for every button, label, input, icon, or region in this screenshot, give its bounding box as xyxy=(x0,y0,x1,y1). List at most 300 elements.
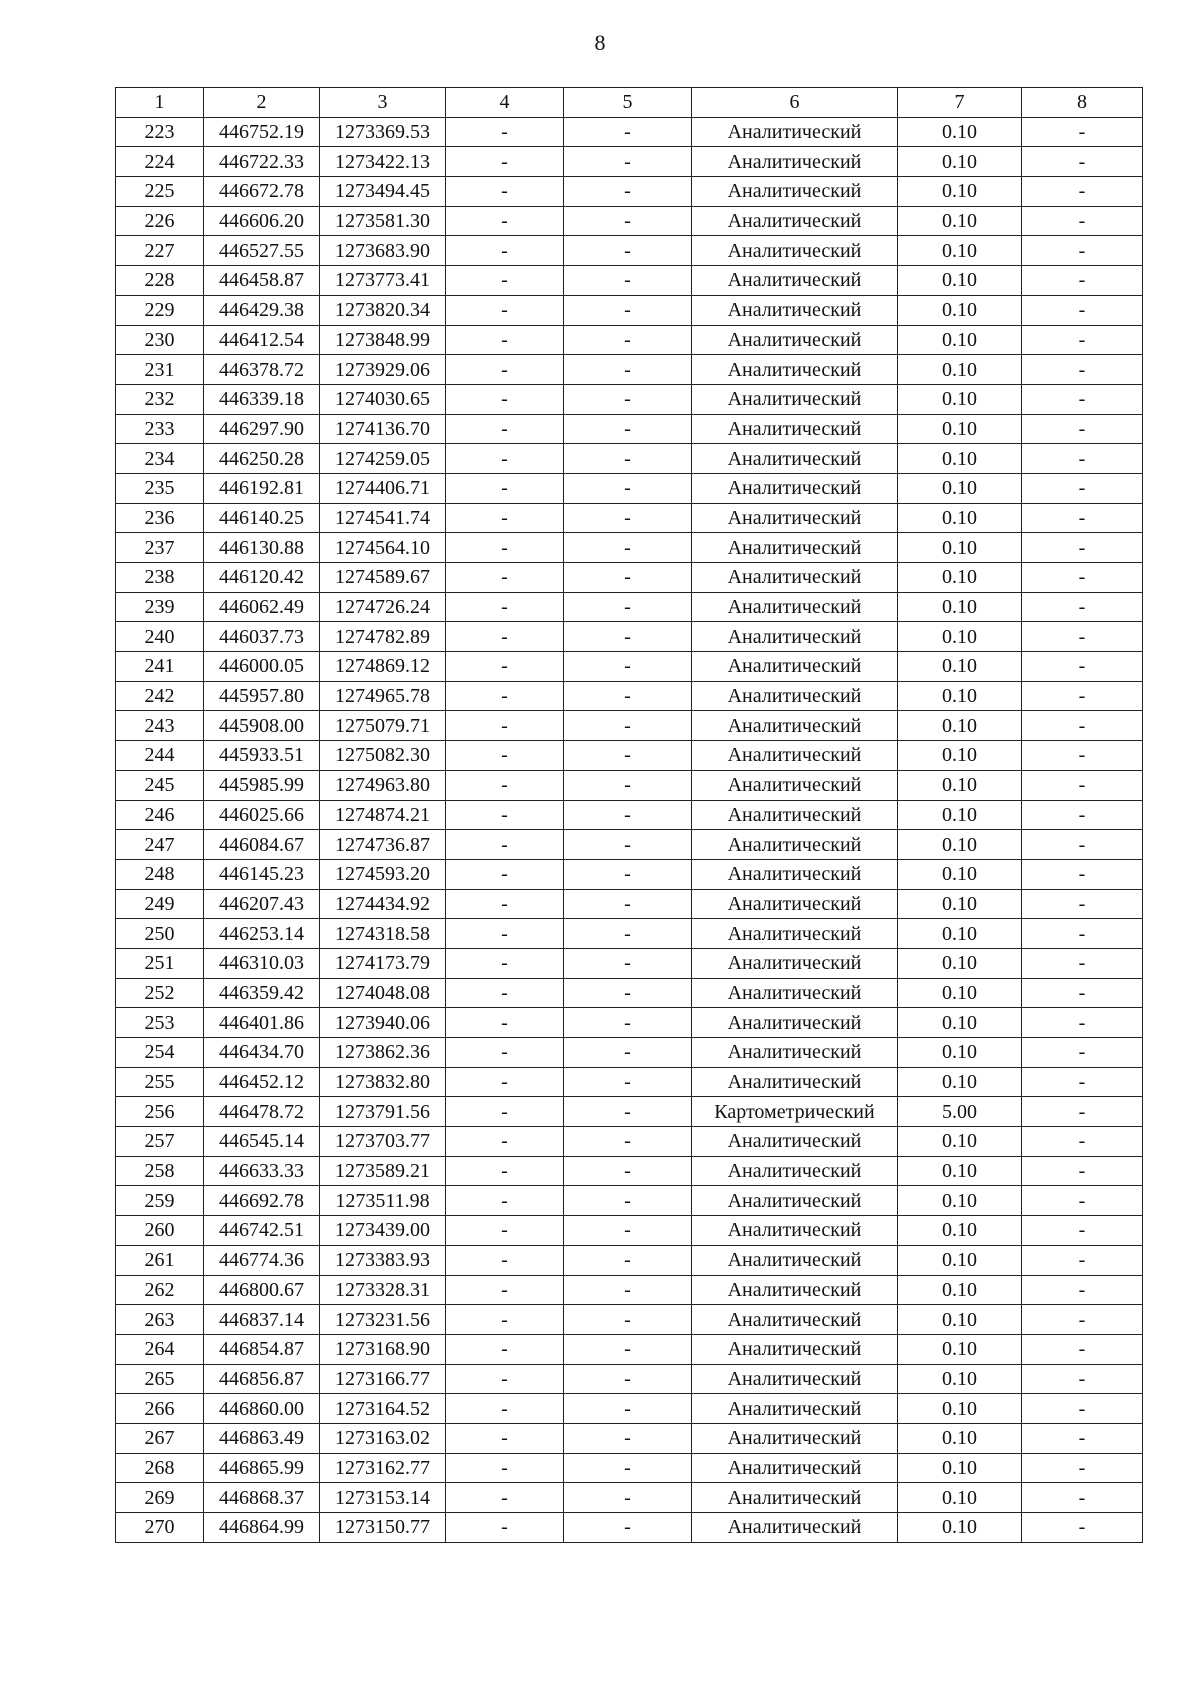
cell-col-8: - xyxy=(1022,147,1143,177)
cell-col-1: 264 xyxy=(116,1334,204,1364)
cell-col-3: 1273848.99 xyxy=(320,325,446,355)
cell-col-8: - xyxy=(1022,652,1143,682)
cell-col-6: Аналитический xyxy=(692,978,898,1008)
cell-col-8: - xyxy=(1022,1008,1143,1038)
cell-col-5: - xyxy=(564,325,692,355)
cell-col-5: - xyxy=(564,652,692,682)
cell-col-7: 0.10 xyxy=(898,563,1022,593)
cell-col-6: Аналитический xyxy=(692,1067,898,1097)
cell-col-4: - xyxy=(446,177,564,207)
cell-col-1: 259 xyxy=(116,1186,204,1216)
cell-col-1: 260 xyxy=(116,1216,204,1246)
cell-col-6: Аналитический xyxy=(692,1334,898,1364)
cell-col-5: - xyxy=(564,622,692,652)
cell-col-5: - xyxy=(564,266,692,296)
cell-col-3: 1274874.21 xyxy=(320,800,446,830)
cell-col-8: - xyxy=(1022,1245,1143,1275)
cell-col-6: Аналитический xyxy=(692,384,898,414)
cell-col-8: - xyxy=(1022,1483,1143,1513)
cell-col-4: - xyxy=(446,1364,564,1394)
cell-col-3: 1273162.77 xyxy=(320,1453,446,1483)
cell-col-2: 446863.49 xyxy=(204,1423,320,1453)
cell-col-4: - xyxy=(446,948,564,978)
cell-col-3: 1273589.21 xyxy=(320,1156,446,1186)
cell-col-8: - xyxy=(1022,1067,1143,1097)
cell-col-7: 0.10 xyxy=(898,533,1022,563)
cell-col-3: 1273929.06 xyxy=(320,355,446,385)
cell-col-6: Аналитический xyxy=(692,1394,898,1424)
cell-col-3: 1273862.36 xyxy=(320,1038,446,1068)
cell-col-1: 233 xyxy=(116,414,204,444)
table-row xyxy=(116,1423,1143,1453)
column-header-5: 5 xyxy=(564,88,692,118)
cell-col-3: 1273703.77 xyxy=(320,1127,446,1157)
cell-col-5: - xyxy=(564,889,692,919)
cell-col-5: - xyxy=(564,1394,692,1424)
cell-col-4: - xyxy=(446,355,564,385)
cell-col-1: 248 xyxy=(116,859,204,889)
cell-col-8: - xyxy=(1022,117,1143,147)
cell-col-1: 239 xyxy=(116,592,204,622)
cell-col-4: - xyxy=(446,1394,564,1424)
cell-col-4: - xyxy=(446,1127,564,1157)
table-row xyxy=(116,503,1143,533)
cell-col-3: 1274173.79 xyxy=(320,948,446,978)
cell-col-8: - xyxy=(1022,503,1143,533)
cell-col-4: - xyxy=(446,1305,564,1335)
cell-col-3: 1274259.05 xyxy=(320,444,446,474)
cell-col-1: 253 xyxy=(116,1008,204,1038)
cell-col-2: 446672.78 xyxy=(204,177,320,207)
cell-col-2: 446145.23 xyxy=(204,859,320,889)
cell-col-7: 0.10 xyxy=(898,1364,1022,1394)
table-row xyxy=(116,800,1143,830)
table-row xyxy=(116,206,1143,236)
cell-col-5: - xyxy=(564,1008,692,1038)
cell-col-6: Аналитический xyxy=(692,1453,898,1483)
cell-col-7: 0.10 xyxy=(898,1334,1022,1364)
cell-col-1: 223 xyxy=(116,117,204,147)
cell-col-3: 1273439.00 xyxy=(320,1216,446,1246)
cell-col-1: 244 xyxy=(116,741,204,771)
cell-col-7: 0.10 xyxy=(898,741,1022,771)
table-row xyxy=(116,1275,1143,1305)
cell-col-2: 446864.99 xyxy=(204,1513,320,1543)
cell-col-4: - xyxy=(446,919,564,949)
cell-col-2: 446412.54 xyxy=(204,325,320,355)
cell-col-3: 1273383.93 xyxy=(320,1245,446,1275)
table-row xyxy=(116,681,1143,711)
table-row xyxy=(116,1038,1143,1068)
cell-col-8: - xyxy=(1022,236,1143,266)
cell-col-3: 1274726.24 xyxy=(320,592,446,622)
cell-col-6: Аналитический xyxy=(692,1275,898,1305)
cell-col-4: - xyxy=(446,533,564,563)
column-header-8: 8 xyxy=(1022,88,1143,118)
cell-col-4: - xyxy=(446,1423,564,1453)
cell-col-8: - xyxy=(1022,533,1143,563)
cell-col-6: Аналитический xyxy=(692,711,898,741)
cell-col-2: 445908.00 xyxy=(204,711,320,741)
cell-col-7: 0.10 xyxy=(898,444,1022,474)
cell-col-4: - xyxy=(446,800,564,830)
cell-col-6: Аналитический xyxy=(692,652,898,682)
table-row xyxy=(116,622,1143,652)
cell-col-6: Аналитический xyxy=(692,622,898,652)
table-row xyxy=(116,355,1143,385)
cell-col-3: 1273683.90 xyxy=(320,236,446,266)
cell-col-6: Аналитический xyxy=(692,1305,898,1335)
cell-col-6: Аналитический xyxy=(692,889,898,919)
cell-col-8: - xyxy=(1022,1038,1143,1068)
cell-col-4: - xyxy=(446,830,564,860)
cell-col-4: - xyxy=(446,473,564,503)
cell-col-3: 1274869.12 xyxy=(320,652,446,682)
table-row xyxy=(116,1186,1143,1216)
cell-col-8: - xyxy=(1022,355,1143,385)
cell-col-7: 0.10 xyxy=(898,503,1022,533)
cell-col-8: - xyxy=(1022,266,1143,296)
cell-col-5: - xyxy=(564,444,692,474)
cell-col-4: - xyxy=(446,681,564,711)
cell-col-3: 1274564.10 xyxy=(320,533,446,563)
cell-col-7: 0.10 xyxy=(898,1423,1022,1453)
cell-col-2: 446339.18 xyxy=(204,384,320,414)
cell-col-5: - xyxy=(564,1423,692,1453)
cell-col-4: - xyxy=(446,325,564,355)
cell-col-8: - xyxy=(1022,711,1143,741)
cell-col-3: 1274589.67 xyxy=(320,563,446,593)
cell-col-7: 0.10 xyxy=(898,1483,1022,1513)
cell-col-5: - xyxy=(564,147,692,177)
cell-col-6: Аналитический xyxy=(692,177,898,207)
cell-col-7: 0.10 xyxy=(898,652,1022,682)
cell-col-4: - xyxy=(446,1008,564,1038)
cell-col-8: - xyxy=(1022,1216,1143,1246)
cell-col-8: - xyxy=(1022,295,1143,325)
table-row xyxy=(116,384,1143,414)
table-row xyxy=(116,741,1143,771)
cell-col-8: - xyxy=(1022,800,1143,830)
cell-col-5: - xyxy=(564,1483,692,1513)
cell-col-7: 0.10 xyxy=(898,770,1022,800)
cell-col-7: 5.00 xyxy=(898,1097,1022,1127)
cell-col-8: - xyxy=(1022,414,1143,444)
cell-col-5: - xyxy=(564,770,692,800)
cell-col-4: - xyxy=(446,1216,564,1246)
cell-col-1: 235 xyxy=(116,473,204,503)
cell-col-3: 1274318.58 xyxy=(320,919,446,949)
cell-col-2: 446192.81 xyxy=(204,473,320,503)
cell-col-5: - xyxy=(564,414,692,444)
cell-col-1: 255 xyxy=(116,1067,204,1097)
table-row xyxy=(116,563,1143,593)
cell-col-1: 256 xyxy=(116,1097,204,1127)
cell-col-4: - xyxy=(446,889,564,919)
cell-col-5: - xyxy=(564,1513,692,1543)
cell-col-2: 446084.67 xyxy=(204,830,320,860)
cell-col-3: 1273581.30 xyxy=(320,206,446,236)
cell-col-3: 1273328.31 xyxy=(320,1275,446,1305)
cell-col-6: Аналитический xyxy=(692,1483,898,1513)
cell-col-2: 446854.87 xyxy=(204,1334,320,1364)
cell-col-6: Аналитический xyxy=(692,1513,898,1543)
cell-col-7: 0.10 xyxy=(898,206,1022,236)
cell-col-6: Аналитический xyxy=(692,800,898,830)
cell-col-3: 1273494.45 xyxy=(320,177,446,207)
cell-col-8: - xyxy=(1022,770,1143,800)
table-row xyxy=(116,444,1143,474)
cell-col-3: 1275079.71 xyxy=(320,711,446,741)
table-row xyxy=(116,1364,1143,1394)
cell-col-1: 228 xyxy=(116,266,204,296)
cell-col-5: - xyxy=(564,800,692,830)
cell-col-8: - xyxy=(1022,473,1143,503)
cell-col-8: - xyxy=(1022,1394,1143,1424)
cell-col-8: - xyxy=(1022,948,1143,978)
cell-col-3: 1273791.56 xyxy=(320,1097,446,1127)
table-row xyxy=(116,1245,1143,1275)
cell-col-5: - xyxy=(564,1067,692,1097)
cell-col-8: - xyxy=(1022,177,1143,207)
cell-col-8: - xyxy=(1022,444,1143,474)
cell-col-5: - xyxy=(564,1364,692,1394)
cell-col-4: - xyxy=(446,206,564,236)
cell-col-1: 247 xyxy=(116,830,204,860)
column-header-4: 4 xyxy=(446,88,564,118)
cell-col-8: - xyxy=(1022,1453,1143,1483)
cell-col-6: Аналитический xyxy=(692,1245,898,1275)
cell-col-4: - xyxy=(446,1483,564,1513)
cell-col-6: Аналитический xyxy=(692,681,898,711)
table-row xyxy=(116,533,1143,563)
cell-col-7: 0.10 xyxy=(898,859,1022,889)
cell-col-4: - xyxy=(446,1067,564,1097)
table-row xyxy=(116,1305,1143,1335)
cell-col-6: Аналитический xyxy=(692,147,898,177)
cell-col-6: Аналитический xyxy=(692,1038,898,1068)
cell-col-2: 446633.33 xyxy=(204,1156,320,1186)
cell-col-7: 0.10 xyxy=(898,1216,1022,1246)
cell-col-2: 445933.51 xyxy=(204,741,320,771)
cell-col-2: 446458.87 xyxy=(204,266,320,296)
cell-col-5: - xyxy=(564,919,692,949)
cell-col-8: - xyxy=(1022,1334,1143,1364)
cell-col-2: 446297.90 xyxy=(204,414,320,444)
cell-col-4: - xyxy=(446,147,564,177)
cell-col-4: - xyxy=(446,1245,564,1275)
cell-col-6: Аналитический xyxy=(692,1423,898,1453)
cell-col-3: 1274965.78 xyxy=(320,681,446,711)
cell-col-2: 446606.20 xyxy=(204,206,320,236)
cell-col-6: Аналитический xyxy=(692,236,898,266)
cell-col-3: 1274541.74 xyxy=(320,503,446,533)
cell-col-3: 1274593.20 xyxy=(320,859,446,889)
cell-col-7: 0.10 xyxy=(898,266,1022,296)
cell-col-8: - xyxy=(1022,1186,1143,1216)
cell-col-4: - xyxy=(446,592,564,622)
cell-col-5: - xyxy=(564,295,692,325)
cell-col-1: 238 xyxy=(116,563,204,593)
cell-col-5: - xyxy=(564,1334,692,1364)
cell-col-7: 0.10 xyxy=(898,830,1022,860)
cell-col-2: 446207.43 xyxy=(204,889,320,919)
cell-col-4: - xyxy=(446,1186,564,1216)
table-header xyxy=(116,88,1143,118)
cell-col-3: 1273369.53 xyxy=(320,117,446,147)
cell-col-6: Аналитический xyxy=(692,473,898,503)
cell-col-5: - xyxy=(564,978,692,1008)
cell-col-5: - xyxy=(564,1245,692,1275)
cell-col-8: - xyxy=(1022,978,1143,1008)
coordinates-table xyxy=(115,87,1143,1543)
column-header-6: 6 xyxy=(692,88,898,118)
cell-col-6: Аналитический xyxy=(692,444,898,474)
cell-col-1: 230 xyxy=(116,325,204,355)
cell-col-4: - xyxy=(446,414,564,444)
cell-col-6: Аналитический xyxy=(692,770,898,800)
cell-col-4: - xyxy=(446,236,564,266)
cell-col-5: - xyxy=(564,711,692,741)
cell-col-7: 0.10 xyxy=(898,1127,1022,1157)
cell-col-3: 1273163.02 xyxy=(320,1423,446,1453)
cell-col-1: 236 xyxy=(116,503,204,533)
cell-col-6: Аналитический xyxy=(692,206,898,236)
cell-col-3: 1274030.65 xyxy=(320,384,446,414)
table-row xyxy=(116,1513,1143,1543)
cell-col-4: - xyxy=(446,503,564,533)
cell-col-7: 0.10 xyxy=(898,147,1022,177)
column-header-7: 7 xyxy=(898,88,1022,118)
cell-col-3: 1273168.90 xyxy=(320,1334,446,1364)
cell-col-5: - xyxy=(564,741,692,771)
cell-col-4: - xyxy=(446,711,564,741)
cell-col-7: 0.10 xyxy=(898,889,1022,919)
cell-col-5: - xyxy=(564,563,692,593)
cell-col-4: - xyxy=(446,117,564,147)
column-header-1: 1 xyxy=(116,88,204,118)
table-row xyxy=(116,1127,1143,1157)
cell-col-4: - xyxy=(446,1334,564,1364)
cell-col-8: - xyxy=(1022,1305,1143,1335)
cell-col-4: - xyxy=(446,1156,564,1186)
cell-col-7: 0.10 xyxy=(898,325,1022,355)
cell-col-3: 1273150.77 xyxy=(320,1513,446,1543)
cell-col-1: 265 xyxy=(116,1364,204,1394)
cell-col-5: - xyxy=(564,533,692,563)
cell-col-5: - xyxy=(564,503,692,533)
cell-col-7: 0.10 xyxy=(898,177,1022,207)
cell-col-6: Аналитический xyxy=(692,919,898,949)
cell-col-1: 252 xyxy=(116,978,204,1008)
cell-col-5: - xyxy=(564,206,692,236)
cell-col-6: Аналитический xyxy=(692,859,898,889)
header-row xyxy=(116,88,1143,118)
cell-col-8: - xyxy=(1022,1423,1143,1453)
cell-col-3: 1273820.34 xyxy=(320,295,446,325)
cell-col-4: - xyxy=(446,622,564,652)
cell-col-7: 0.10 xyxy=(898,681,1022,711)
cell-col-6: Аналитический xyxy=(692,948,898,978)
cell-col-6: Аналитический xyxy=(692,592,898,622)
cell-col-7: 0.10 xyxy=(898,414,1022,444)
cell-col-6: Аналитический xyxy=(692,266,898,296)
cell-col-1: 246 xyxy=(116,800,204,830)
cell-col-6: Аналитический xyxy=(692,563,898,593)
cell-col-2: 446527.55 xyxy=(204,236,320,266)
cell-col-2: 446378.72 xyxy=(204,355,320,385)
cell-col-1: 242 xyxy=(116,681,204,711)
cell-col-7: 0.10 xyxy=(898,800,1022,830)
table-row xyxy=(116,1483,1143,1513)
cell-col-6: Аналитический xyxy=(692,533,898,563)
cell-col-3: 1273153.14 xyxy=(320,1483,446,1513)
cell-col-3: 1273511.98 xyxy=(320,1186,446,1216)
cell-col-8: - xyxy=(1022,1097,1143,1127)
cell-col-7: 0.10 xyxy=(898,592,1022,622)
table-row xyxy=(116,1097,1143,1127)
cell-col-1: 249 xyxy=(116,889,204,919)
cell-col-7: 0.10 xyxy=(898,711,1022,741)
cell-col-7: 0.10 xyxy=(898,236,1022,266)
cell-col-1: 266 xyxy=(116,1394,204,1424)
cell-col-3: 1274736.87 xyxy=(320,830,446,860)
cell-col-1: 245 xyxy=(116,770,204,800)
cell-col-7: 0.10 xyxy=(898,473,1022,503)
table-row xyxy=(116,652,1143,682)
cell-col-8: - xyxy=(1022,563,1143,593)
cell-col-3: 1274048.08 xyxy=(320,978,446,1008)
cell-col-8: - xyxy=(1022,681,1143,711)
cell-col-2: 446800.67 xyxy=(204,1275,320,1305)
cell-col-5: - xyxy=(564,177,692,207)
cell-col-1: 227 xyxy=(116,236,204,266)
cell-col-7: 0.10 xyxy=(898,1453,1022,1483)
cell-col-5: - xyxy=(564,592,692,622)
cell-col-2: 446742.51 xyxy=(204,1216,320,1246)
table-row xyxy=(116,830,1143,860)
cell-col-2: 445985.99 xyxy=(204,770,320,800)
cell-col-2: 446868.37 xyxy=(204,1483,320,1513)
cell-col-1: 250 xyxy=(116,919,204,949)
cell-col-7: 0.10 xyxy=(898,1156,1022,1186)
cell-col-6: Картометрический xyxy=(692,1097,898,1127)
table-row xyxy=(116,859,1143,889)
cell-col-5: - xyxy=(564,384,692,414)
cell-col-2: 446000.05 xyxy=(204,652,320,682)
cell-col-4: - xyxy=(446,384,564,414)
cell-col-1: 270 xyxy=(116,1513,204,1543)
table-row xyxy=(116,770,1143,800)
cell-col-2: 446434.70 xyxy=(204,1038,320,1068)
cell-col-2: 446037.73 xyxy=(204,622,320,652)
cell-col-1: 263 xyxy=(116,1305,204,1335)
cell-col-1: 243 xyxy=(116,711,204,741)
cell-col-8: - xyxy=(1022,384,1143,414)
cell-col-5: - xyxy=(564,236,692,266)
table-row xyxy=(116,1067,1143,1097)
cell-col-1: 224 xyxy=(116,147,204,177)
cell-col-3: 1275082.30 xyxy=(320,741,446,771)
cell-col-7: 0.10 xyxy=(898,622,1022,652)
cell-col-8: - xyxy=(1022,622,1143,652)
cell-col-1: 258 xyxy=(116,1156,204,1186)
cell-col-4: - xyxy=(446,295,564,325)
cell-col-3: 1274782.89 xyxy=(320,622,446,652)
cell-col-7: 0.10 xyxy=(898,295,1022,325)
cell-col-5: - xyxy=(564,1186,692,1216)
cell-col-3: 1273940.06 xyxy=(320,1008,446,1038)
